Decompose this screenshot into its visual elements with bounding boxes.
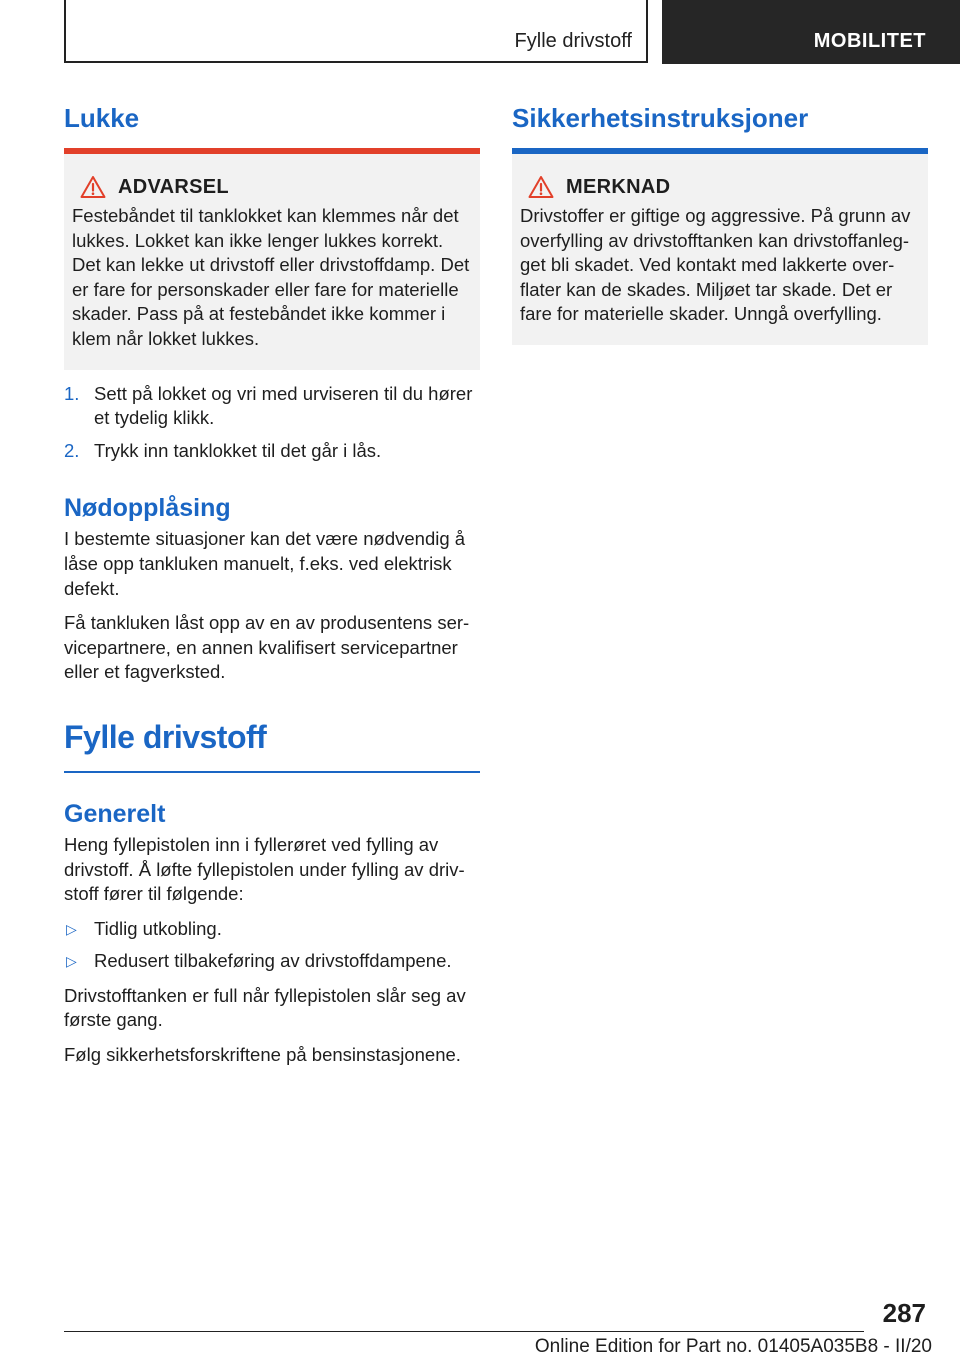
closing-steps <box>64 382 480 464</box>
emergency-unlock-heading: Nødopplåsing <box>64 494 231 523</box>
edition-text: Online Edition for Part no. 01405A035B8 - II/20 <box>534 1336 932 1357</box>
header-section-box <box>64 0 648 63</box>
list-item <box>64 382 480 431</box>
page-number: 287 <box>882 1298 926 1328</box>
list-item <box>64 949 480 974</box>
right-column <box>512 100 928 345</box>
header-chapter-label: MOBILITET <box>813 30 926 52</box>
lukke-heading: Lukke <box>64 103 140 133</box>
general-paragraph-3: Følg sikkerhetsforskriftene på bensinstasjonene. <box>64 1044 461 1066</box>
notice-box <box>512 154 928 345</box>
general-bullets <box>64 917 480 974</box>
general-paragraph-2: Drivstofftanken er full når fyllepistolen slår seg av første gang. <box>64 984 466 1031</box>
list-item <box>64 439 480 464</box>
bullet-text: Redusert tilbakeføring av drivstoffdampene. <box>94 950 452 972</box>
step-number: 1. <box>64 382 80 404</box>
warning-label: ADVARSEL <box>118 175 229 198</box>
safety-heading: Sikkerhetsinstruksjoner <box>512 103 809 133</box>
emergency-unlock-paragraph-1: I bestemte situasjoner kan det være nødvendig å låse opp tankluken manuelt, f.eks. ved elektrisk defekt. <box>64 528 466 599</box>
general-heading: Generelt <box>64 799 166 828</box>
warning-header <box>80 172 472 202</box>
warning-triangle-icon <box>528 175 554 199</box>
left-column <box>64 100 480 1078</box>
page-footer <box>0 1336 960 1358</box>
bullet-text: Tidlig utkobling. <box>94 917 222 939</box>
refuel-chapter-title: Fylle drivstoff <box>64 718 267 755</box>
notice-text: Drivstoffer er giftige og aggressive. På grunn av overfylling av drivstofftanken kan drivstoffanlegget bli skadet. Ved kontakt med lakkerte overflater kan de skades. Miljøet tar skade. Det er fare for materielle skader. Unngå overfylling. <box>520 205 911 325</box>
header-chapter-box <box>662 0 960 64</box>
notice-header <box>528 172 920 202</box>
emergency-unlock-paragraph-2: Få tankluken låst opp av en av produsentens servicepartnere, en annen kvalifisert servicepartner eller et fagverksted. <box>64 612 470 683</box>
warning-box <box>64 154 480 370</box>
warning-text: Festebåndet til tanklokket kan klemmes når det lukkes. Lokket kan ikke lenger lukkes korrekt. Det kan lekke ut drivstoff eller drivstoffdamp. Det er fare for personskader eller fare for materielle skader. Pass på at festebåndet ikke kommer i klem når lokket lukkes. <box>72 205 470 349</box>
chapter-rule <box>64 771 480 773</box>
triangle-right-icon: ▷ <box>66 920 77 937</box>
page-header <box>0 0 960 66</box>
step-text: Sett på lokket og vri med urviseren til du hører et tydelig klikk. <box>94 382 473 429</box>
list-item <box>64 917 480 942</box>
warning-triangle-icon <box>80 175 106 199</box>
notice-label: MERKNAD <box>566 175 671 198</box>
footer-rule <box>64 1331 864 1332</box>
general-paragraph-1: Heng fyllepistolen inn i fyllerøret ved fylling av drivstoff. Å løfte fyllepistolen under fylling av drivstoff fører til følgende: <box>64 833 465 905</box>
step-number: 2. <box>64 439 80 461</box>
step-text: Trykk inn tanklokket til det går i lås. <box>94 439 382 461</box>
header-section-label: Fylle drivstoff <box>514 30 632 52</box>
triangle-right-icon: ▷ <box>66 953 77 970</box>
